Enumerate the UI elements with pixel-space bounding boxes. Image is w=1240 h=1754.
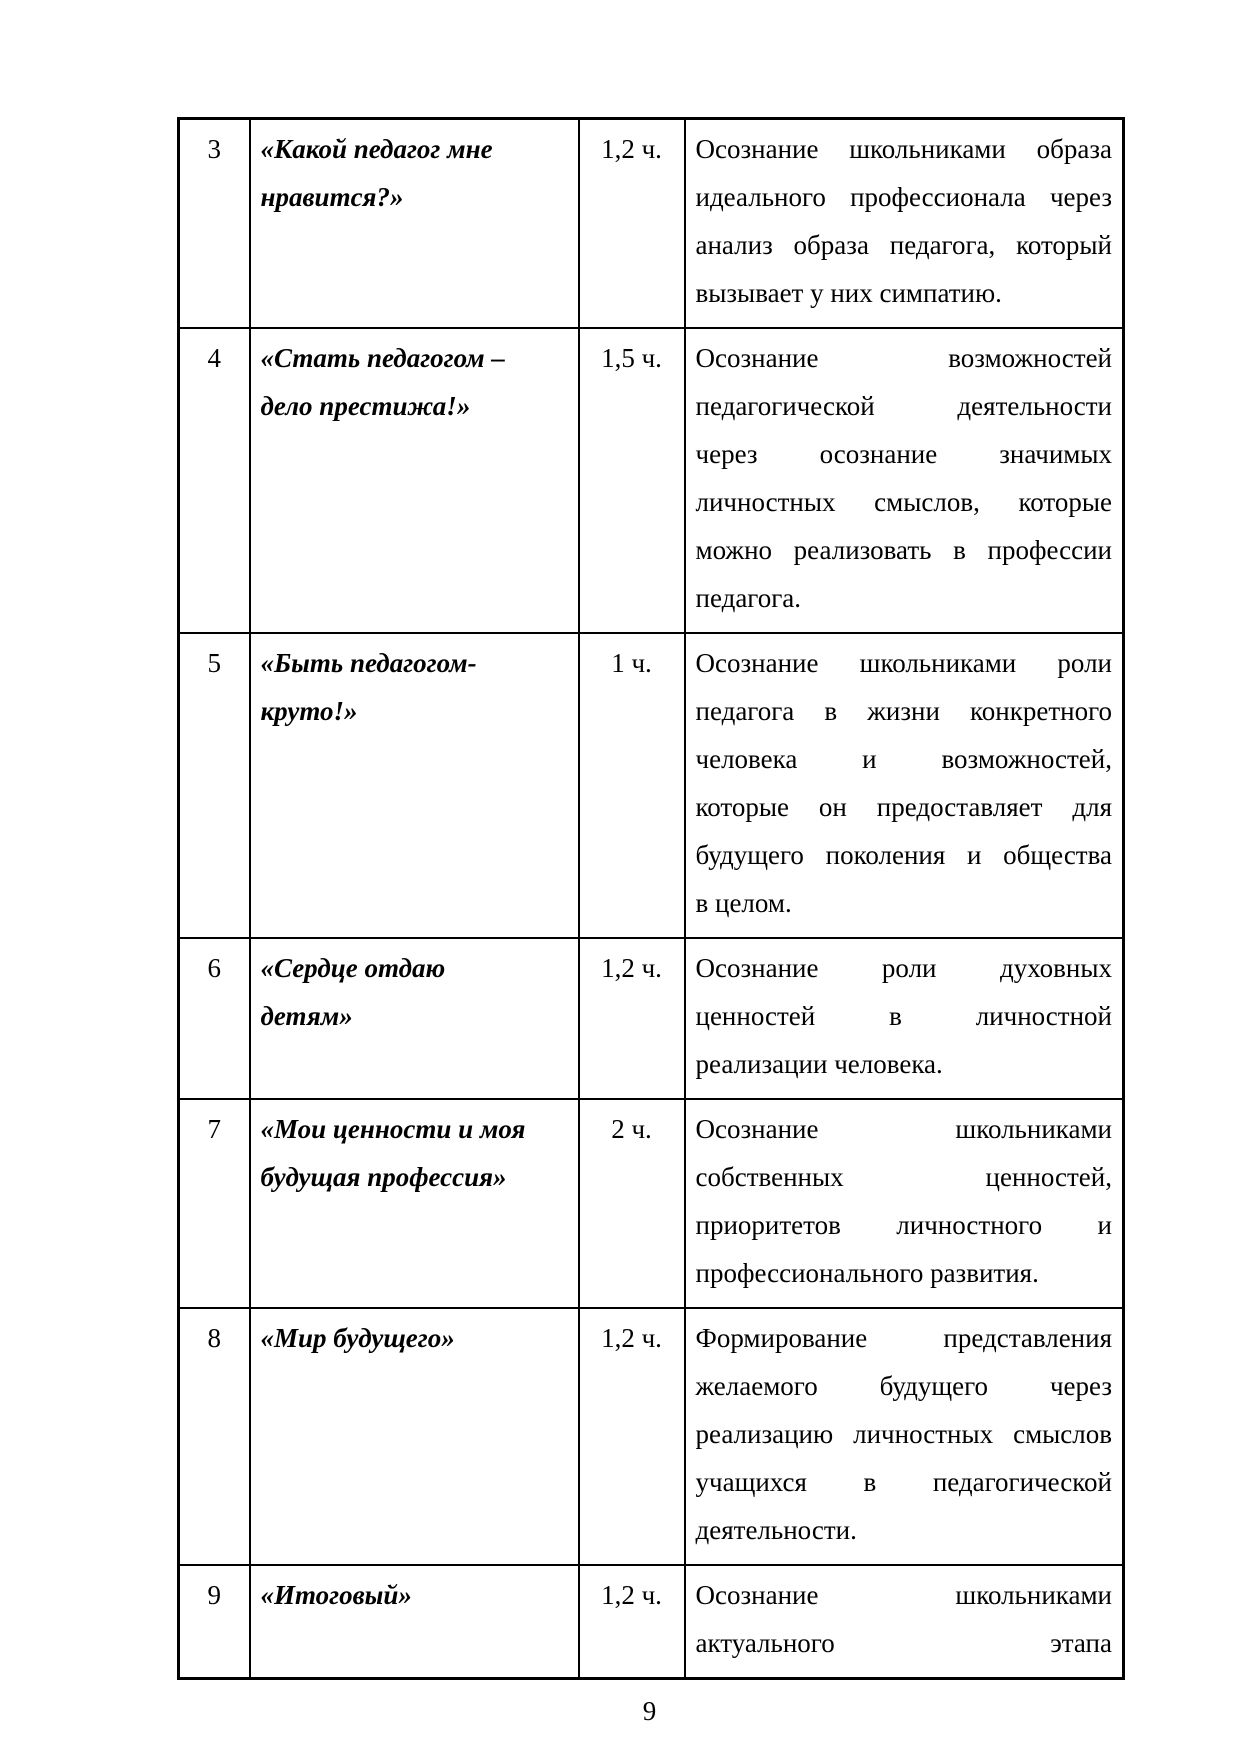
description-line: Формирование представления xyxy=(695,1323,1112,1353)
lesson-title-line: «Стать педагогом – xyxy=(260,343,505,373)
description-line: через осознание значимых xyxy=(695,439,1112,469)
table-row xyxy=(179,328,1124,633)
row-number-cell xyxy=(179,1099,250,1308)
lesson-title-line: «Быть педагогом- xyxy=(260,648,477,678)
description-line: Осознание возможностей xyxy=(695,343,1112,373)
description-line: анализ образа педагога, который xyxy=(695,230,1112,260)
row-number: 4 xyxy=(207,343,221,373)
description-line: Осознание школьниками роли xyxy=(695,648,1112,678)
row-number-cell xyxy=(179,119,250,329)
description-line: будущего поколения и общества xyxy=(695,840,1112,870)
table-row xyxy=(179,1099,1124,1308)
description-cell xyxy=(685,1565,1124,1679)
row-number-cell xyxy=(179,328,250,633)
row-number: 8 xyxy=(207,1323,221,1353)
hours-value: 1,2 ч. xyxy=(601,1580,662,1610)
hours-value: 1,5 ч. xyxy=(601,343,662,373)
row-number-cell xyxy=(179,633,250,938)
hours-value: 1,2 ч. xyxy=(601,953,662,983)
lesson-title-cell xyxy=(250,119,579,329)
course-plan-table xyxy=(177,117,1125,1680)
course-table-body xyxy=(179,119,1124,1679)
description-line: Осознание роли духовных xyxy=(695,953,1112,983)
hours-cell xyxy=(579,938,685,1099)
description-line: реализации человека. xyxy=(695,1049,943,1079)
lesson-title-line: круто!» xyxy=(260,696,358,726)
table-row xyxy=(179,938,1124,1099)
lesson-title-line: детям» xyxy=(260,1001,353,1031)
table-row xyxy=(179,633,1124,938)
description-line: учащихся в педагогической xyxy=(695,1467,1112,1497)
row-number-cell xyxy=(179,1308,250,1565)
lesson-title-line: нравится?» xyxy=(260,182,404,212)
description-line: в целом. xyxy=(695,888,792,918)
description-cell xyxy=(685,1099,1124,1308)
hours-cell xyxy=(579,1565,685,1679)
description-cell xyxy=(685,633,1124,938)
hours-value: 1 ч. xyxy=(611,648,652,678)
description-cell xyxy=(685,938,1124,1099)
hours-value: 1,2 ч. xyxy=(601,134,662,164)
description-line: педагога в жизни конкретного xyxy=(695,696,1112,726)
description-cell xyxy=(685,328,1124,633)
description-line: личностных смыслов, которые xyxy=(695,487,1112,517)
description-line: можно реализовать в профессии xyxy=(695,535,1112,565)
lesson-title-cell xyxy=(250,1099,579,1308)
hours-value: 2 ч. xyxy=(611,1114,652,1144)
description-cell xyxy=(685,119,1124,329)
description-line: реализацию личностных смыслов xyxy=(695,1419,1112,1449)
lesson-title-line: «Мир будущего» xyxy=(260,1323,455,1353)
description-line: профессионального развития. xyxy=(695,1258,1039,1288)
hours-cell xyxy=(579,1308,685,1565)
page-number: 9 xyxy=(642,1696,657,1726)
description-line: Осознание школьниками образа xyxy=(695,134,1112,164)
lesson-title-cell xyxy=(250,1308,579,1565)
description-line: деятельности. xyxy=(695,1515,857,1545)
description-line: приоритетов личностного и xyxy=(695,1210,1112,1240)
lesson-title-cell xyxy=(250,328,579,633)
description-cell xyxy=(685,1308,1124,1565)
hours-cell xyxy=(579,1099,685,1308)
lesson-title-line: «Сердце отдаю xyxy=(260,953,446,983)
description-line: которые он предоставляет для xyxy=(695,792,1112,822)
table-row xyxy=(179,119,1124,329)
description-line: собственных ценностей, xyxy=(695,1162,1112,1192)
hours-cell xyxy=(579,633,685,938)
description-line: Осознание школьниками xyxy=(695,1580,1112,1610)
lesson-title-line: дело престижа!» xyxy=(260,391,471,421)
description-line: человека и возможностей, xyxy=(695,744,1112,774)
description-line: ценностей в личностной xyxy=(695,1001,1112,1031)
row-number: 5 xyxy=(207,648,221,678)
lesson-title-cell xyxy=(250,938,579,1099)
lesson-title-line: «Итоговый» xyxy=(260,1580,412,1610)
description-line: Осознание школьниками xyxy=(695,1114,1112,1144)
description-line: педагогической деятельности xyxy=(695,391,1112,421)
description-line: желаемого будущего через xyxy=(695,1371,1112,1401)
row-number: 6 xyxy=(207,953,221,983)
lesson-title-line: «Какой педагог мне xyxy=(260,134,493,164)
lesson-title-line: «Мои ценности и моя xyxy=(260,1114,526,1144)
row-number: 3 xyxy=(207,134,221,164)
description-line: педагога. xyxy=(695,583,802,613)
table-row xyxy=(179,1565,1124,1679)
description-line: вызывает у них симпатию. xyxy=(695,278,1002,308)
lesson-title-line: будущая профессия» xyxy=(260,1162,507,1192)
row-number-cell xyxy=(179,938,250,1099)
row-number: 9 xyxy=(207,1580,221,1610)
row-number: 7 xyxy=(207,1114,221,1144)
description-line: идеального профессионала через xyxy=(695,182,1112,212)
row-number-cell xyxy=(179,1565,250,1679)
lesson-title-cell xyxy=(250,1565,579,1679)
hours-value: 1,2 ч. xyxy=(601,1323,662,1353)
description-line: актуального этапа xyxy=(695,1628,1112,1658)
hours-cell xyxy=(579,328,685,633)
lesson-title-cell xyxy=(250,633,579,938)
table-row xyxy=(179,1308,1124,1565)
hours-cell xyxy=(579,119,685,329)
